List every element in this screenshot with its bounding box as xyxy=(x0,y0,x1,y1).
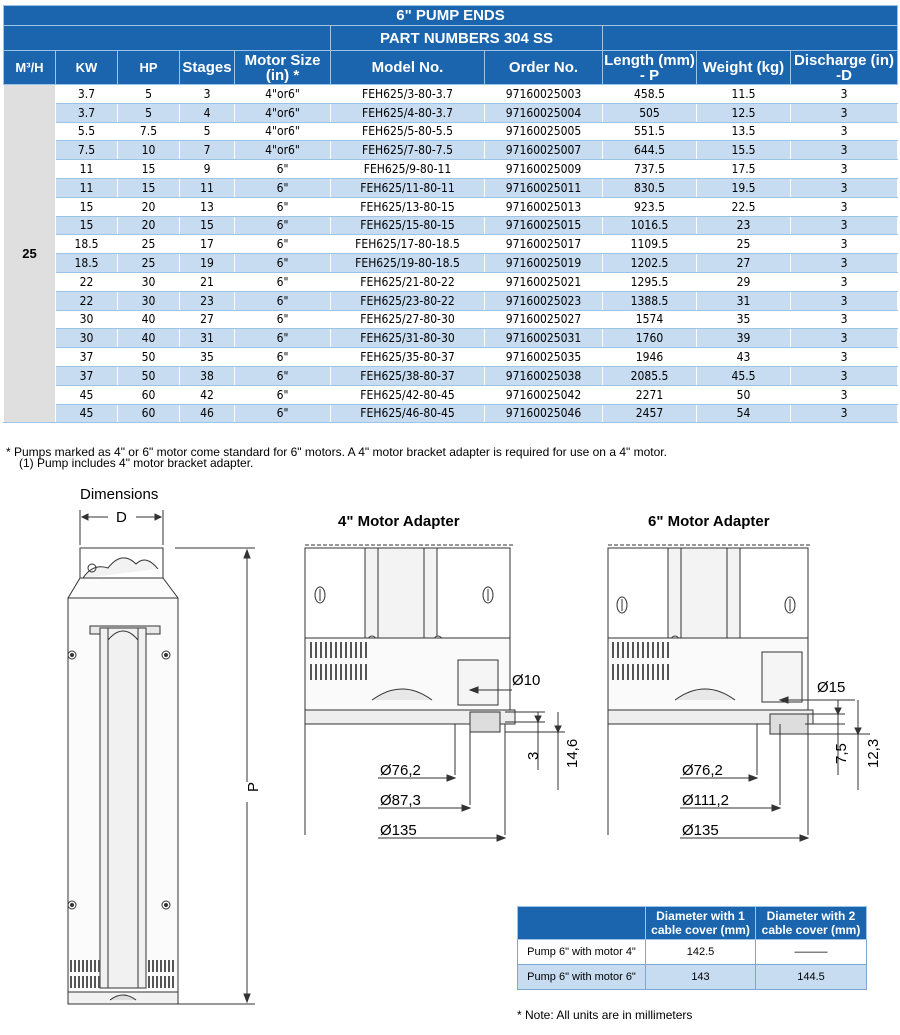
cell-kw: 15 xyxy=(56,216,118,235)
cell-motor-size: 6" xyxy=(235,216,331,235)
cell-kw: 30 xyxy=(56,310,118,329)
adapter4-d87: Ø87,3 xyxy=(380,792,421,809)
cell-order-no: 97160025013 xyxy=(485,197,603,216)
cell-model-no: FEH625/21-80-22 xyxy=(331,272,485,291)
vent-slot xyxy=(345,642,347,658)
pump-drawing xyxy=(68,510,255,1004)
cell-hp: 60 xyxy=(118,385,180,404)
cell-length: 1295.5 xyxy=(603,272,697,291)
vent-slot xyxy=(355,642,357,658)
col-discharge: Discharge (in) -D xyxy=(791,51,898,85)
adapter6-dim7: 7,5 xyxy=(833,743,850,764)
cell-length: 737.5 xyxy=(603,160,697,179)
vent-slot xyxy=(612,664,614,680)
cell-length: 1109.5 xyxy=(603,235,697,254)
vent-slot xyxy=(70,960,72,972)
cell-order-no: 97160025019 xyxy=(485,254,603,273)
cell-model-no: FEH625/15-80-15 xyxy=(331,216,485,235)
cell-weight: 27 xyxy=(697,254,791,273)
cell-order-no: 97160025017 xyxy=(485,235,603,254)
cell-weight: 19.5 xyxy=(697,178,791,197)
vent-slot xyxy=(335,642,337,658)
vent-slot xyxy=(148,960,150,972)
cell-length: 1946 xyxy=(603,348,697,367)
vent-slot xyxy=(330,642,332,658)
vent-slot xyxy=(164,960,166,972)
vent-slot xyxy=(164,976,166,988)
cell-hp: 10 xyxy=(118,141,180,160)
cell-model-no: FEH625/4-80-3.7 xyxy=(331,103,485,122)
cell-hp: 5 xyxy=(118,103,180,122)
cell-model-no: FEH625/27-80-30 xyxy=(331,310,485,329)
cell-stages: 7 xyxy=(180,141,235,160)
vent-slot xyxy=(365,664,367,680)
cell-kw: 45 xyxy=(56,404,118,423)
vent-slot xyxy=(662,664,664,680)
cell-discharge: 3 xyxy=(791,385,898,404)
cell-hp: 15 xyxy=(118,160,180,179)
vent-slot xyxy=(652,664,654,680)
vent-slot xyxy=(152,960,154,972)
adapter6-title: 6" Motor Adapter xyxy=(648,513,770,530)
part-numbers-header: PART NUMBERS 304 SS xyxy=(331,26,603,51)
cell-motor-size: 6" xyxy=(235,385,331,404)
cell-kw: 30 xyxy=(56,329,118,348)
vent-slot xyxy=(355,664,357,680)
cell-discharge: 3 xyxy=(791,216,898,235)
cell-length: 1388.5 xyxy=(603,291,697,310)
cell-hp: 15 xyxy=(118,178,180,197)
col-kw: KW xyxy=(56,51,118,85)
vent-slot xyxy=(94,976,96,988)
vent-slot xyxy=(74,960,76,972)
diameter-row xyxy=(518,965,867,990)
cell-weight: 13.5 xyxy=(697,122,791,141)
vent-slot xyxy=(152,976,154,988)
vent-slot xyxy=(90,960,92,972)
cell-kw: 15 xyxy=(56,197,118,216)
cell-kw: 3.7 xyxy=(56,103,118,122)
cell-weight: 11.5 xyxy=(697,85,791,104)
vent-slot xyxy=(340,664,342,680)
cell-discharge: 3 xyxy=(791,85,898,104)
cell-order-no: 97160025009 xyxy=(485,160,603,179)
vent-slot xyxy=(172,960,174,972)
cell-model-no: FEH625/3-80-3.7 xyxy=(331,85,485,104)
cell-motor-size: 6" xyxy=(235,272,331,291)
cell-hp: 20 xyxy=(118,216,180,235)
vent-slot xyxy=(627,642,629,658)
vent-slot xyxy=(90,976,92,988)
vent-slot xyxy=(160,976,162,988)
diameter-value-2: ——— xyxy=(756,940,867,965)
col-model: Model No. xyxy=(331,51,485,85)
adapter6-d15: Ø15 xyxy=(817,679,846,696)
vent-slot xyxy=(647,642,649,658)
cell-discharge: 3 xyxy=(791,291,898,310)
cell-hp: 25 xyxy=(118,235,180,254)
cell-motor-size: 6" xyxy=(235,348,331,367)
units-note: * Note: All units are in millimeters xyxy=(517,1008,693,1022)
diameter-table xyxy=(517,906,867,990)
vent-slot xyxy=(612,642,614,658)
cell-hp: 7.5 xyxy=(118,122,180,141)
cell-discharge: 3 xyxy=(791,404,898,423)
cell-hp: 40 xyxy=(118,329,180,348)
vent-slot xyxy=(335,664,337,680)
cell-model-no: FEH625/5-80-5.5 xyxy=(331,122,485,141)
cell-model-no: FEH625/38-80-37 xyxy=(331,366,485,385)
vent-slot xyxy=(622,642,624,658)
vent-slot xyxy=(156,976,158,988)
vent-slot xyxy=(320,664,322,680)
adapter4-dim14: 14,6 xyxy=(564,738,581,768)
adapter4-title: 4" Motor Adapter xyxy=(338,513,460,530)
cell-motor-size: 4"or6" xyxy=(235,103,331,122)
cell-length: 2085.5 xyxy=(603,366,697,385)
cell-model-no: FEH625/13-80-15 xyxy=(331,197,485,216)
cell-kw: 7.5 xyxy=(56,141,118,160)
cell-order-no: 97160025031 xyxy=(485,329,603,348)
cell-weight: 12.5 xyxy=(697,103,791,122)
cell-weight: 29 xyxy=(697,272,791,291)
cell-hp: 5 xyxy=(118,85,180,104)
cell-motor-size: 4"or6" xyxy=(235,85,331,104)
vent-slot xyxy=(345,664,347,680)
cell-length: 458.5 xyxy=(603,85,697,104)
cell-hp: 50 xyxy=(118,348,180,367)
vent-slot xyxy=(642,642,644,658)
cell-length: 923.5 xyxy=(603,197,697,216)
cell-length: 2457 xyxy=(603,404,697,423)
cell-discharge: 3 xyxy=(791,235,898,254)
cell-order-no: 97160025007 xyxy=(485,141,603,160)
cell-hp: 30 xyxy=(118,291,180,310)
cell-model-no: FEH625/9-80-11 xyxy=(331,160,485,179)
vent-slot xyxy=(622,664,624,680)
vent-slot xyxy=(632,664,634,680)
diameter-col1: Diameter with 1 cable cover (mm) xyxy=(646,907,756,940)
vent-slot xyxy=(350,664,352,680)
cell-kw: 11 xyxy=(56,160,118,179)
cell-length: 1016.5 xyxy=(603,216,697,235)
adapter6-dim12: 12,3 xyxy=(865,738,882,768)
d-dimension-label: D xyxy=(116,509,127,526)
cell-motor-size: 4"or6" xyxy=(235,141,331,160)
cell-length: 1574 xyxy=(603,310,697,329)
vent-slot xyxy=(78,976,80,988)
vent-slot xyxy=(325,664,327,680)
cell-motor-size: 6" xyxy=(235,404,331,423)
vent-slot xyxy=(148,976,150,988)
cell-stages: 27 xyxy=(180,310,235,329)
cell-kw: 22 xyxy=(56,272,118,291)
cell-length: 1202.5 xyxy=(603,254,697,273)
cell-order-no: 97160025027 xyxy=(485,310,603,329)
cell-stages: 3 xyxy=(180,85,235,104)
cell-stages: 13 xyxy=(180,197,235,216)
cell-kw: 37 xyxy=(56,348,118,367)
vent-slot xyxy=(642,664,644,680)
cell-kw: 5.5 xyxy=(56,122,118,141)
vent-slot xyxy=(160,960,162,972)
col-order: Order No. xyxy=(485,51,603,85)
vent-slot xyxy=(340,642,342,658)
cell-weight: 22.5 xyxy=(697,197,791,216)
vent-slot xyxy=(350,642,352,658)
adapter4-dim3: 3 xyxy=(525,751,542,760)
vent-slot xyxy=(98,960,100,972)
vent-slot xyxy=(98,976,100,988)
cell-motor-size: 6" xyxy=(235,197,331,216)
cell-discharge: 3 xyxy=(791,254,898,273)
vent-slot xyxy=(632,642,634,658)
cell-length: 644.5 xyxy=(603,141,697,160)
col-length: Length (mm) - P xyxy=(604,51,695,84)
vent-slot xyxy=(156,960,158,972)
diameter-header-blank xyxy=(518,907,646,940)
cell-weight: 45.5 xyxy=(697,366,791,385)
cell-weight: 17.5 xyxy=(697,160,791,179)
vent-slot xyxy=(325,642,327,658)
vent-slot xyxy=(78,960,80,972)
cell-model-no: FEH625/31-80-30 xyxy=(331,329,485,348)
cell-length: 551.5 xyxy=(603,122,697,141)
cell-hp: 40 xyxy=(118,310,180,329)
adapter6-d76: Ø76,2 xyxy=(682,762,723,779)
cell-weight: 23 xyxy=(697,216,791,235)
footnote-2: (1) Pump includes 4" motor bracket adapter. xyxy=(19,456,254,470)
cell-order-no: 97160025046 xyxy=(485,404,603,423)
vent-slot xyxy=(70,976,72,988)
vent-slot xyxy=(86,976,88,988)
cell-motor-size: 6" xyxy=(235,160,331,179)
cell-stages: 35 xyxy=(180,348,235,367)
cell-kw: 3.7 xyxy=(56,85,118,104)
cell-order-no: 97160025035 xyxy=(485,348,603,367)
diameter-value-1: 143 xyxy=(646,965,756,990)
vent-slot xyxy=(315,664,317,680)
col-hp: HP xyxy=(118,51,180,85)
cell-order-no: 97160025011 xyxy=(485,178,603,197)
adapter6-d111: Ø111,2 xyxy=(682,792,729,809)
cell-discharge: 3 xyxy=(791,103,898,122)
diameter-row xyxy=(518,940,867,965)
cell-motor-size: 6" xyxy=(235,235,331,254)
vent-slot xyxy=(172,976,174,988)
cell-weight: 54 xyxy=(697,404,791,423)
cell-order-no: 97160025023 xyxy=(485,291,603,310)
cell-motor-size: 6" xyxy=(235,178,331,197)
vent-slot xyxy=(647,664,649,680)
cell-model-no: FEH625/19-80-18.5 xyxy=(331,254,485,273)
cell-motor-size: 6" xyxy=(235,329,331,348)
vent-slot xyxy=(168,960,170,972)
vent-slot xyxy=(320,642,322,658)
cell-stages: 17 xyxy=(180,235,235,254)
cell-hp: 30 xyxy=(118,272,180,291)
vent-slot xyxy=(662,642,664,658)
cell-kw: 18.5 xyxy=(56,254,118,273)
cell-discharge: 3 xyxy=(791,272,898,291)
diameter-col2: Diameter with 2 cable cover (mm) xyxy=(756,907,867,940)
cell-hp: 25 xyxy=(118,254,180,273)
adapter6-d135: Ø135 xyxy=(682,822,719,839)
cell-weight: 35 xyxy=(697,310,791,329)
vent-slot xyxy=(360,664,362,680)
cell-kw: 37 xyxy=(56,366,118,385)
vent-slot xyxy=(617,664,619,680)
cell-weight: 39 xyxy=(697,329,791,348)
vent-slot xyxy=(667,664,669,680)
cell-order-no: 97160025005 xyxy=(485,122,603,141)
vent-slot xyxy=(330,664,332,680)
cell-order-no: 97160025042 xyxy=(485,385,603,404)
cell-stages: 5 xyxy=(180,122,235,141)
cell-discharge: 3 xyxy=(791,310,898,329)
vent-slot xyxy=(82,976,84,988)
cell-length: 1760 xyxy=(603,329,697,348)
vent-slot xyxy=(652,642,654,658)
cell-motor-size: 6" xyxy=(235,366,331,385)
cell-discharge: 3 xyxy=(791,366,898,385)
vent-slot xyxy=(74,976,76,988)
cell-length: 2271 xyxy=(603,385,697,404)
cell-motor-size: 6" xyxy=(235,310,331,329)
cell-motor-size: 6" xyxy=(235,291,331,310)
vent-slot xyxy=(657,642,659,658)
cell-model-no: FEH625/46-80-45 xyxy=(331,404,485,423)
vent-slot xyxy=(315,642,317,658)
cell-stages: 4 xyxy=(180,103,235,122)
adapter4-d76: Ø76,2 xyxy=(380,762,421,779)
cell-discharge: 3 xyxy=(791,348,898,367)
cell-order-no: 97160025038 xyxy=(485,366,603,385)
vent-slot xyxy=(617,642,619,658)
cell-kw: 11 xyxy=(56,178,118,197)
diameter-value-1: 142.5 xyxy=(646,940,756,965)
cell-order-no: 97160025021 xyxy=(485,272,603,291)
col-motor-size: Motor Size (in) * xyxy=(235,51,331,85)
cell-motor-size: 4"or6" xyxy=(235,122,331,141)
cell-model-no: FEH625/7-80-7.5 xyxy=(331,141,485,160)
col-flow: M³/H xyxy=(4,51,56,85)
cell-discharge: 3 xyxy=(791,178,898,197)
cell-stages: 15 xyxy=(180,216,235,235)
cell-stages: 21 xyxy=(180,272,235,291)
vent-slot xyxy=(168,976,170,988)
cell-kw: 18.5 xyxy=(56,235,118,254)
cell-weight: 43 xyxy=(697,348,791,367)
cell-hp: 60 xyxy=(118,404,180,423)
vent-slot xyxy=(637,642,639,658)
cell-length: 505 xyxy=(603,103,697,122)
vent-slot xyxy=(637,664,639,680)
adapter4-d135: Ø135 xyxy=(380,822,417,839)
vent-slot xyxy=(310,664,312,680)
cell-order-no: 97160025015 xyxy=(485,216,603,235)
cell-order-no: 97160025004 xyxy=(485,103,603,122)
cell-discharge: 3 xyxy=(791,160,898,179)
cell-model-no: FEH625/11-80-11 xyxy=(331,178,485,197)
cell-discharge: 3 xyxy=(791,141,898,160)
cell-hp: 20 xyxy=(118,197,180,216)
vent-slot xyxy=(365,642,367,658)
vent-slot xyxy=(627,664,629,680)
vent-slot xyxy=(667,642,669,658)
cell-stages: 11 xyxy=(180,178,235,197)
vent-slot xyxy=(360,642,362,658)
diameter-row-label: Pump 6" with motor 6" xyxy=(518,965,646,990)
cell-weight: 31 xyxy=(697,291,791,310)
vent-slot xyxy=(82,960,84,972)
cell-model-no: FEH625/35-80-37 xyxy=(331,348,485,367)
flow-cell: 25 xyxy=(4,85,56,423)
cell-stages: 9 xyxy=(180,160,235,179)
cell-order-no: 97160025003 xyxy=(485,85,603,104)
cell-model-no: FEH625/42-80-45 xyxy=(331,385,485,404)
cell-discharge: 3 xyxy=(791,197,898,216)
cell-stages: 23 xyxy=(180,291,235,310)
cell-motor-size: 6" xyxy=(235,254,331,273)
cell-model-no: FEH625/23-80-22 xyxy=(331,291,485,310)
diameter-value-2: 144.5 xyxy=(756,965,867,990)
cell-weight: 15.5 xyxy=(697,141,791,160)
dimensions-title: Dimensions xyxy=(80,486,159,503)
cell-weight: 25 xyxy=(697,235,791,254)
col-stages: Stages xyxy=(180,51,235,85)
vent-slot xyxy=(310,642,312,658)
vent-slot xyxy=(657,664,659,680)
cell-kw: 45 xyxy=(56,385,118,404)
cell-hp: 50 xyxy=(118,366,180,385)
footnote-1: * Pumps marked as 4" or 6" motor come standard for 6" motors. A 4" motor bracket adapter is required for use on a 4" motor. xyxy=(6,445,667,459)
cell-model-no: FEH625/17-80-18.5 xyxy=(331,235,485,254)
vent-slot xyxy=(94,960,96,972)
cell-stages: 19 xyxy=(180,254,235,273)
vent-slot xyxy=(86,960,88,972)
adapter4-d10: Ø10 xyxy=(512,672,541,689)
col-weight: Weight (kg) xyxy=(697,51,791,85)
cell-kw: 22 xyxy=(56,291,118,310)
cell-stages: 38 xyxy=(180,366,235,385)
cell-stages: 46 xyxy=(180,404,235,423)
adapter4-drawing xyxy=(305,545,565,841)
cell-discharge: 3 xyxy=(791,329,898,348)
cell-stages: 31 xyxy=(180,329,235,348)
cell-stages: 42 xyxy=(180,385,235,404)
cell-length: 830.5 xyxy=(603,178,697,197)
table-title: 6" PUMP ENDS xyxy=(4,6,898,26)
p-dimension-label: P xyxy=(245,781,262,792)
cell-discharge: 3 xyxy=(791,122,898,141)
diameter-row-label: Pump 6" with motor 4" xyxy=(518,940,646,965)
cell-weight: 50 xyxy=(697,385,791,404)
